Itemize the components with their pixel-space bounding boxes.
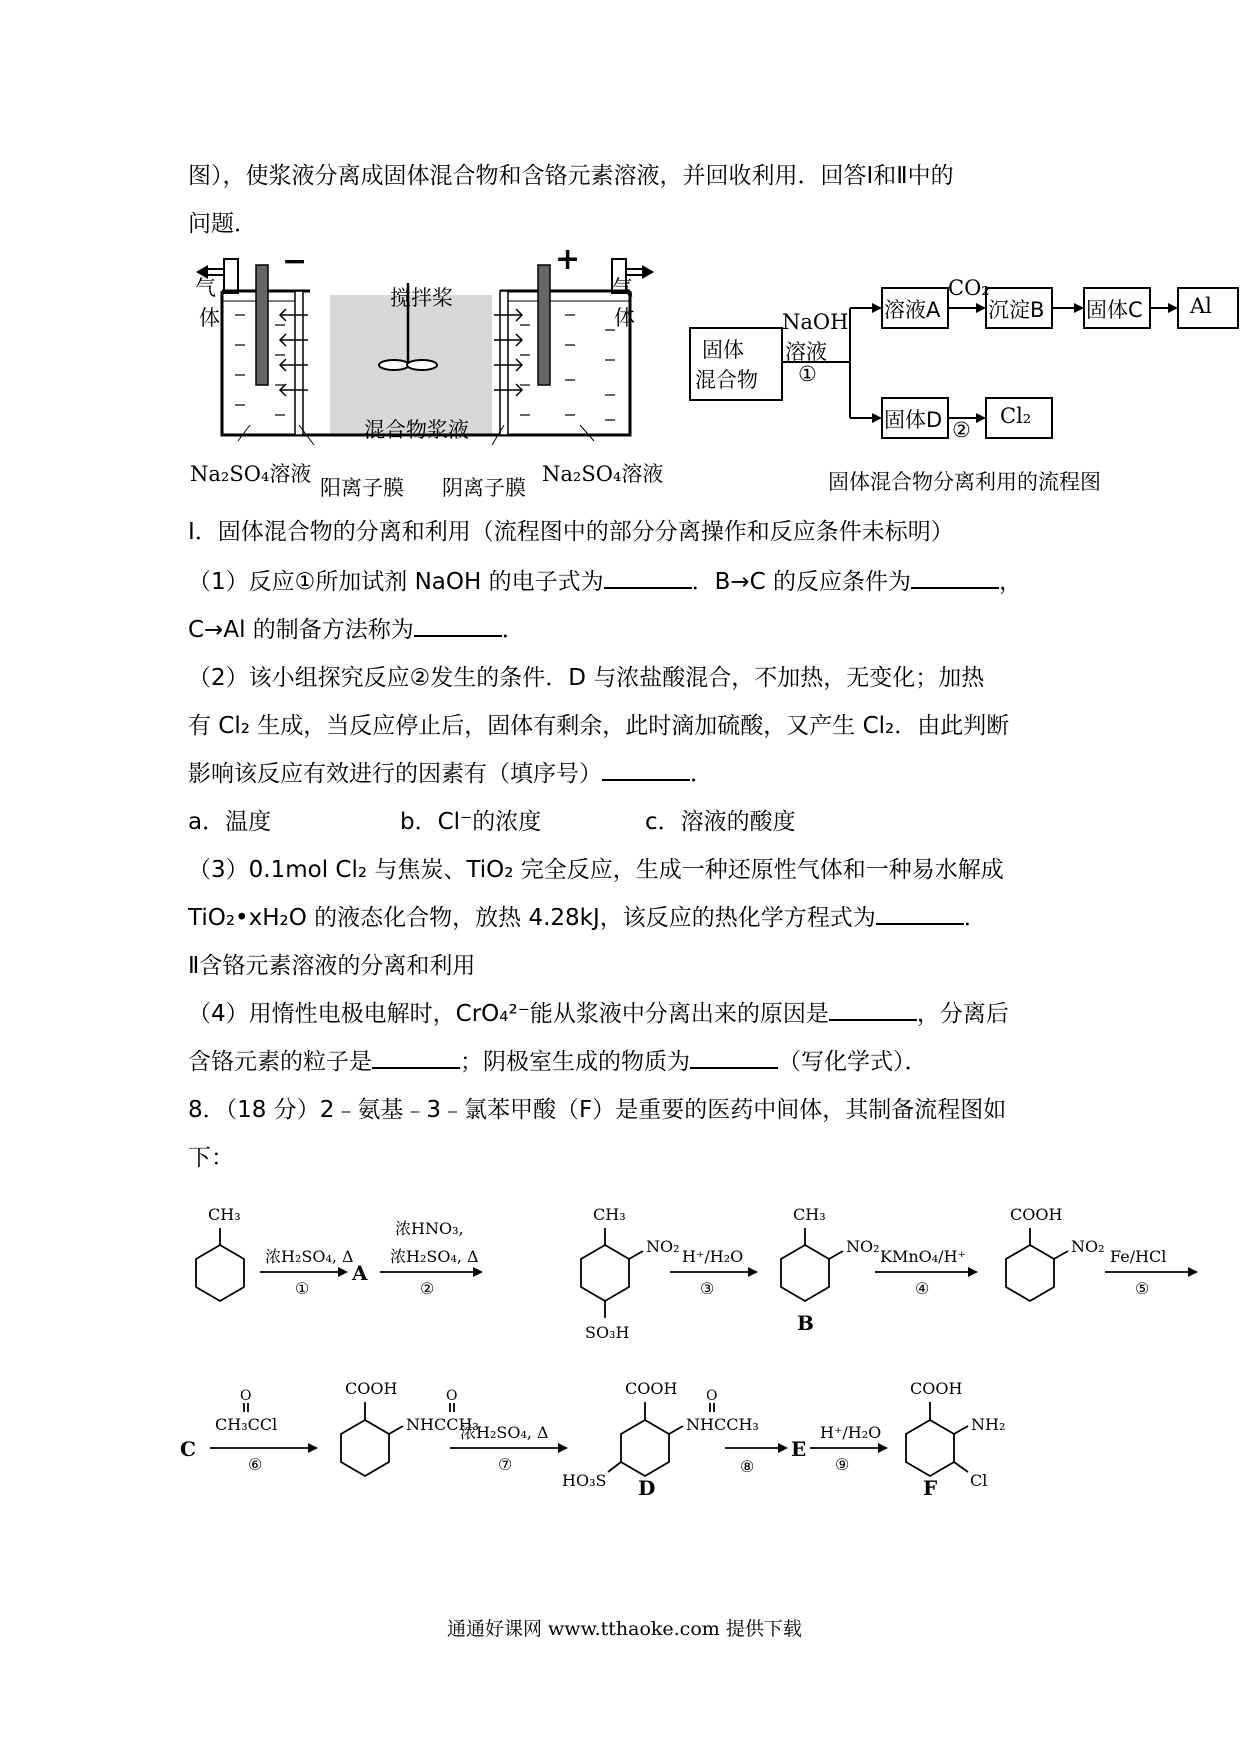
flow-co2: CO₂ xyxy=(948,276,990,300)
compound-c: C xyxy=(180,1437,196,1461)
num-5: ⑤ xyxy=(1135,1279,1150,1298)
num-1: ① xyxy=(295,1279,310,1298)
benzene-ring-toluene xyxy=(196,1245,244,1301)
flow-step-1: ① xyxy=(798,362,817,386)
num-3: ③ xyxy=(700,1279,715,1298)
benzene-ring-b xyxy=(781,1245,829,1301)
num-9: ⑨ xyxy=(835,1455,850,1474)
cooh-label-2: COOH xyxy=(345,1379,398,1398)
q1-blank-1[interactable] xyxy=(604,567,692,589)
q4-blank-1[interactable] xyxy=(829,999,917,1021)
cation-membrane-label: 阳离子膜 xyxy=(320,476,404,500)
q4-line-1: （4）用惰性电极电解时，CrO₄²⁻能从浆液中分离出来的原因是 ，分离后 xyxy=(188,1001,1009,1027)
cond-5: Fe/HCl xyxy=(1110,1247,1167,1266)
benzene-ring-d xyxy=(621,1420,669,1476)
flow-solid-d: 固体D xyxy=(884,408,943,432)
q1-blank-3[interactable] xyxy=(414,615,502,637)
gas-label-right-2: 体 xyxy=(614,306,635,330)
no2-label-1: NO₂ xyxy=(646,1237,680,1256)
q3-blank[interactable] xyxy=(876,903,964,925)
flow-start-1: 固体 xyxy=(702,338,744,362)
num-4: ④ xyxy=(915,1279,930,1298)
option-a: a．温度 xyxy=(188,809,272,835)
compound-b: B xyxy=(797,1311,814,1335)
nhcch3-label-1: NHCCH₃ xyxy=(406,1415,479,1434)
flow-cl2: Cl₂ xyxy=(1000,404,1032,428)
q1-line: （1）反应①所加试剂 NaOH 的电子式为 ．B→C 的反应条件为 ， xyxy=(188,569,1022,595)
cond-6: CH₃CCl xyxy=(215,1415,278,1434)
compound-a: A xyxy=(352,1261,368,1285)
q4-blank-3[interactable] xyxy=(690,1047,778,1069)
q1-line-2: C→Al 的制备方法称为 ． xyxy=(188,617,525,643)
so3h-label: SO₃H xyxy=(585,1323,630,1342)
cond-4: KMnO₄/H⁺ xyxy=(880,1247,966,1266)
flow-solution-a: 溶液A xyxy=(884,298,941,322)
anion-membrane-label: 阴离子膜 xyxy=(442,476,526,500)
benzene-ring-amide xyxy=(341,1420,389,1476)
intro-line-2: 问题． xyxy=(188,211,257,237)
q1-blank-2[interactable] xyxy=(911,567,999,589)
flow-start-2: 混合物 xyxy=(695,368,758,392)
compound-e: E xyxy=(791,1437,807,1461)
cond-2a: 浓HNO₃, xyxy=(395,1219,464,1238)
q4-blank-2[interactable] xyxy=(372,1047,460,1069)
flow-al: Al xyxy=(1190,294,1212,318)
num-7: ⑦ xyxy=(498,1455,513,1474)
gas-label-left-2: 体 xyxy=(199,306,220,330)
q2-line-2: 有 Cl₂ 生成，当反应停止后，固体有剩余，此时滴加硫酸，又产生 Cl₂．由此判断 xyxy=(188,713,1010,739)
left-solution-label: Na₂SO₄溶液 xyxy=(190,462,312,486)
flow-solid-c: 固体C xyxy=(1086,298,1143,322)
flow-naoh-2: 溶液 xyxy=(785,340,827,364)
benzene-ring-f xyxy=(906,1420,954,1476)
ch3-label-3: CH₃ xyxy=(793,1205,826,1224)
anode-sign: + xyxy=(555,242,581,277)
part1-heading: Ⅰ．固体混合物的分离和利用（流程图中的部分分离操作和反应条件未标明） xyxy=(188,519,954,545)
q8-line-2: 下： xyxy=(188,1145,234,1171)
q4-line-2: 含铬元素的粒子是 ；阴极室生成的物质为 （写化学式）． xyxy=(188,1049,928,1075)
o-label-1: O xyxy=(446,1388,458,1404)
flow-step-2: ② xyxy=(952,418,971,442)
footer: 通通好课网 www.tthaoke.com 提供下载 xyxy=(447,1618,802,1640)
nhcch3-label-2: NHCCH₃ xyxy=(686,1415,759,1434)
cathode-sign: − xyxy=(282,244,308,279)
compound-f: F xyxy=(923,1476,938,1500)
gas-label-right: 气 xyxy=(612,276,633,300)
flow-precipitate-b: 沉淀B xyxy=(988,298,1045,322)
cooh-label-1: COOH xyxy=(1010,1205,1063,1224)
cond-7: 浓H₂SO₄, Δ xyxy=(460,1423,549,1442)
ch3-label-2: CH₃ xyxy=(593,1205,626,1224)
num-8: ⑧ xyxy=(740,1457,755,1476)
part2-heading: Ⅱ含铬元素溶液的分离和利用 xyxy=(188,953,476,979)
benzene-ring-intermediate xyxy=(581,1245,629,1301)
benzene-ring-nitrobenzoic xyxy=(1006,1245,1054,1301)
cond-9: H⁺/H₂O xyxy=(820,1423,882,1442)
cond-6-o: O xyxy=(240,1388,252,1404)
compound-d: D xyxy=(638,1476,656,1500)
stirrer-label: 搅拌桨 xyxy=(390,286,453,310)
ch3-label-1: CH₃ xyxy=(208,1205,241,1224)
num-2: ② xyxy=(420,1279,435,1298)
cond-1: 浓H₂SO₄, Δ xyxy=(265,1247,354,1266)
no2-label-2: NO₂ xyxy=(846,1237,880,1256)
gas-label-left: 气 xyxy=(195,276,216,300)
ho3s-label: HO₃S xyxy=(562,1471,607,1490)
cathode xyxy=(256,265,268,385)
cation-membrane xyxy=(295,291,303,435)
option-b: b．Cl⁻的浓度 xyxy=(400,809,542,835)
num-6: ⑥ xyxy=(248,1455,263,1474)
anode xyxy=(538,265,550,385)
flow-naoh: NaOH xyxy=(782,310,849,334)
nh2-label: NH₂ xyxy=(971,1415,1006,1434)
q2-blank[interactable] xyxy=(602,759,690,781)
cooh-label-4: COOH xyxy=(910,1379,963,1398)
intro-line-1: 图），使浆液分离成固体混合物和含铬元素溶液，并回收利用．回答Ⅰ和Ⅱ中的 xyxy=(188,163,954,189)
no2-label-3: NO₂ xyxy=(1071,1237,1105,1256)
flow-caption: 固体混合物分离利用的流程图 xyxy=(828,470,1101,494)
q3-line-1: （3）0.1mol Cl₂ 与焦炭、TiO₂ 完全反应，生成一种还原性气体和一种易水解成 xyxy=(188,857,1004,883)
option-c: c．溶液的酸度 xyxy=(645,809,796,835)
cl-label: Cl xyxy=(970,1471,988,1490)
cooh-label-3: COOH xyxy=(625,1379,678,1398)
q2-line-1: （2）该小组探究反应②发生的条件．D 与浓盐酸混合，不加热，无变化；加热 xyxy=(188,665,985,691)
cond-3: H⁺/H₂O xyxy=(682,1247,744,1266)
right-solution-label: Na₂SO₄溶液 xyxy=(542,462,664,486)
q2-line-3: 影响该反应有效进行的因素有（填序号） ． xyxy=(188,761,713,787)
q3-line-2: TiO₂•xH₂O 的液态化合物，放热 4.28kJ，该反应的热化学方程式为 ． xyxy=(188,905,987,931)
o-label-2: O xyxy=(706,1388,718,1404)
cond-2b: 浓H₂SO₄, Δ xyxy=(390,1247,479,1266)
q8-line-1: 8．（18 分）2﹣氨基﹣3﹣氯苯甲酸（F）是重要的医药中间体，其制备流程图如 xyxy=(188,1097,1007,1123)
synthesis-scheme xyxy=(180,1190,1200,1510)
anion-membrane xyxy=(500,291,508,435)
slurry-label: 混合物浆液 xyxy=(364,418,469,442)
